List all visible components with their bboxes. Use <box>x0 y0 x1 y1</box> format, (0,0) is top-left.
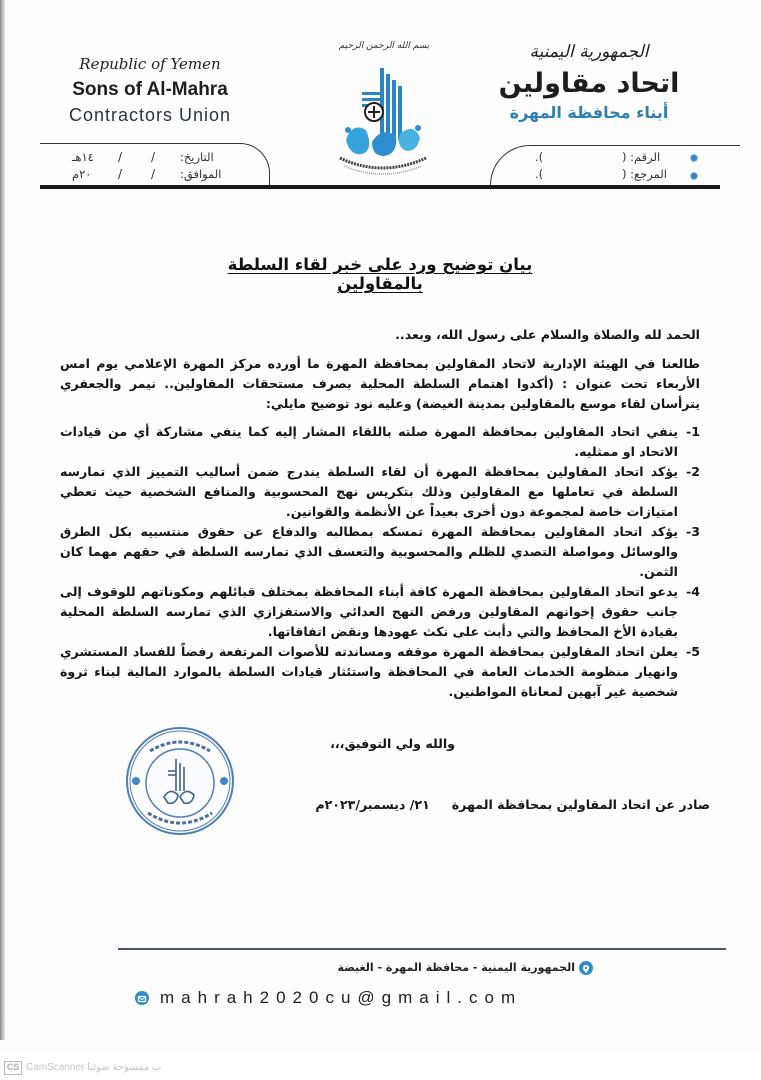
greeting: الحمد لله والصلاة والسلام على رسول الله، وبعد.. <box>395 327 700 342</box>
issued-date: ٢١/ ديسمبر/٢٠٢٣م <box>315 797 430 812</box>
official-stamp <box>124 725 236 837</box>
english-letterhead <box>60 55 240 126</box>
point-text: يدعو اتحاد المقاولين بمحافظة المهرة كافة أبناء المحافظة بمختلف قبائلهم ومكوناتهم للوقوف إلى جانب حقوق إخوانهم المقاولين ورفض النهج العدائي والاستفزازي الذي تمارسه السلطة المحلية بقيادة الأخ المحافظ والتي دأبت على نكث عهودها ونقض اتفاقاتها. <box>60 584 678 639</box>
point-number: -5 <box>686 644 700 659</box>
camscanner-text: CamScanner ب ممسوحة ضوئيا <box>26 1062 162 1073</box>
point-number: -4 <box>686 584 700 599</box>
statement-points <box>60 422 700 702</box>
document-body <box>60 325 700 702</box>
header-divider <box>40 185 720 189</box>
point-text: ينفي اتحاد المقاولين بمحافظة المهرة صلته باللقاء المشار إليه كما ينفي مشاركة أي من قيادات الاتحاد او ممثليه. <box>60 424 678 459</box>
intro-paragraph: طالعنا في الهيئة الإدارية لاتحاد المقاولين بمحافظة المهرة ما أورده مركز المهرة الإعلامي يوم امس الأربعاء تحت عنوان : (أكدوا اهتمام السلطة المحلية بصرف مستحقات المقاولين.. نيمر والجعفري يترأسان لقاء موسع بالمقاولين بمدينة الغيضة) وعليه نود توضيح مايلي: <box>60 356 700 411</box>
footer-email[interactable]: mahrah2020cu@gmail.com <box>160 988 523 1007</box>
gregorian-date-label: الموافق: <box>180 167 222 181</box>
reference-close: ). <box>535 167 544 181</box>
org-name-ar-line2: أبناء محافظة المهرة <box>509 103 669 122</box>
bullet-dot-icon <box>690 154 698 162</box>
hijri-suffix: ١٤هـ <box>72 150 94 164</box>
issued-by: صادر عن اتحاد المقاولين بمحافظة المهرة <box>451 797 710 812</box>
scan-edge-shadow <box>0 0 5 1040</box>
issuer-line <box>290 797 710 812</box>
basmala-text: بسم الله الرحمن الرحيم <box>338 41 430 51</box>
statement-point <box>60 522 700 582</box>
mail-icon <box>135 991 149 1005</box>
location-pin-icon <box>579 961 593 975</box>
hijri-date-label: التاريخ: <box>180 150 214 164</box>
date-separator: / <box>151 150 156 164</box>
number-label: الرقم: ( <box>622 150 661 164</box>
statement-point <box>60 582 700 642</box>
arabic-letterhead <box>489 42 689 122</box>
country-name-en: Republic of Yemen <box>79 55 221 73</box>
date-separator: / <box>118 167 123 181</box>
camscanner-logo-icon: CS <box>4 1061 22 1075</box>
point-text: يؤكد اتحاد المقاولين بمحافظة المهرة تمسكه بمطالبه والدفاع عن حقوق منتسبيه بكل الطرق والوسائل ومواصلة التصدي للظلم والمحسوبية والتعسف الذي تمارسه السلطة في حقهم مهما كان الثمن. <box>60 524 678 579</box>
number-close: ). <box>535 150 544 164</box>
union-logo-icon <box>322 30 442 190</box>
gregorian-suffix: ٢٠م <box>72 167 92 181</box>
union-logo <box>322 30 442 190</box>
stamp-seal-icon <box>124 725 236 837</box>
point-number: -3 <box>686 524 700 539</box>
point-text: يؤكد اتحاد المقاولين بمحافظة المهرة أن لقاء السلطة يندرج ضمن أساليب التمييز الذي تمارسه السلطة في تعاملها مع المقاولين وذلك بتكريس نهج المحسوبية والمنافع الشخصية حيث تعطي امتيازات خاصة لمجموعة دون أخرى بعيداً عن الأنظمة والقوانين. <box>60 464 678 519</box>
org-name-en-line2: Contractors Union <box>68 105 232 125</box>
reference-label: المرجع: ( <box>622 167 667 181</box>
country-name-ar: الجمهورية اليمنية <box>529 42 649 62</box>
footer-divider <box>118 948 726 950</box>
org-name-ar-line1: اتحاد مقاولين <box>498 68 680 99</box>
date-separator: / <box>118 150 123 164</box>
footer-address: الجمهورية اليمنية - محافظة المهرة - الغيضة <box>337 961 575 974</box>
statement-point <box>60 462 700 522</box>
point-text: يعلن اتحاد المقاولين بمحافظة المهرة موقفه ومساندته للأصوات المرتفعة رفضاً للفساد المستشري وانهيار منظومة الخدمات العامة في المحافظة واستئثار قيادات السلطة بالموارد المالية لبناء ثروة شخصية غير آبهين لمعاناة المواطنين. <box>60 644 678 699</box>
statement-point <box>60 422 700 462</box>
point-number: -1 <box>686 424 700 439</box>
document-title: بيان توضيح ورد على خبر لقاء السلطة بالمقاولين <box>227 255 533 293</box>
point-number: -2 <box>686 464 700 479</box>
scanner-watermark-bar <box>0 1053 761 1080</box>
bullet-dot-icon <box>690 172 698 180</box>
date-separator: / <box>151 167 156 181</box>
closing-phrase: والله ولي التوفيق،،، <box>330 736 455 751</box>
org-name-en-line1: Sons of Al-Mahra <box>72 79 228 100</box>
statement-point <box>60 642 700 702</box>
reference-box <box>490 145 740 185</box>
